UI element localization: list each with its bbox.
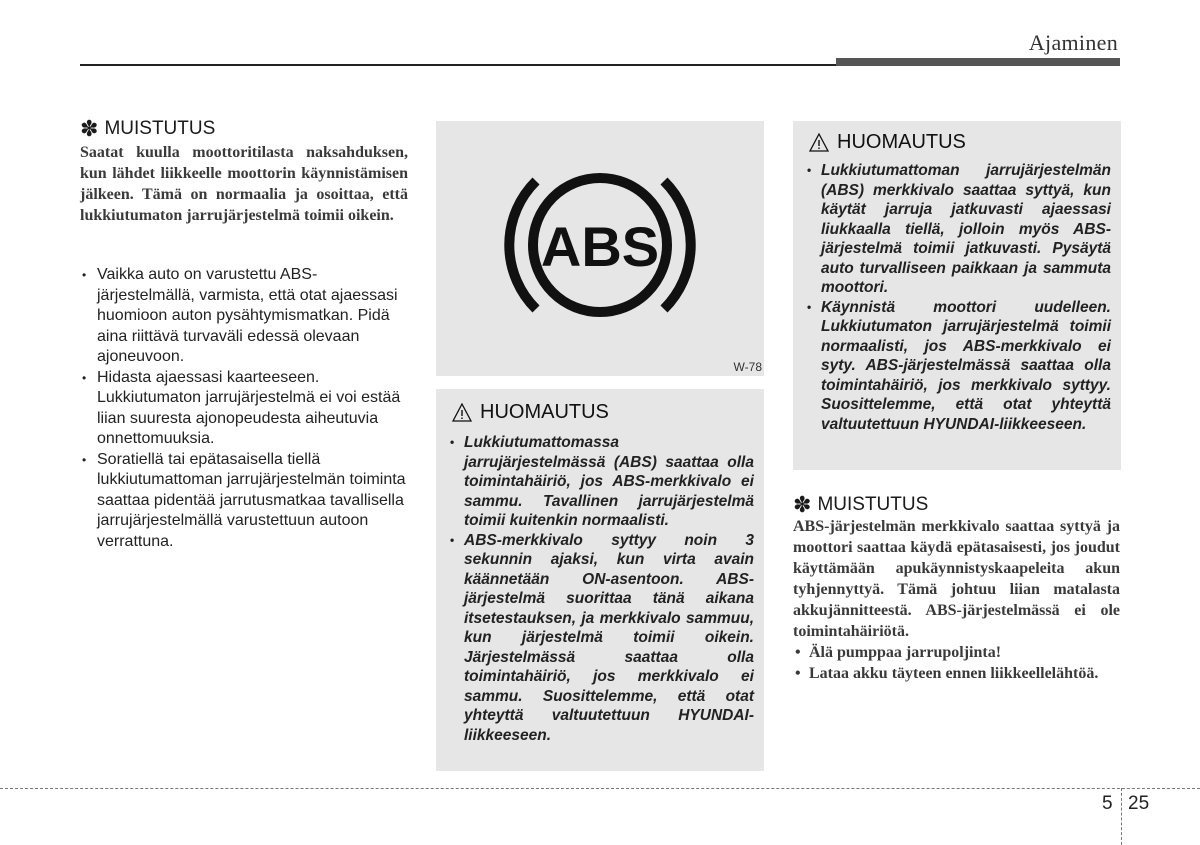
note-heading (80, 118, 408, 140)
warning-heading-text: HUOMAUTUS (480, 401, 609, 423)
footer-rule (0, 788, 1200, 789)
warning-item: • Käynnistä moottori uudelleen. Lukkiutumaton jarrujärjestelmä toimii normaalisti, jos ABS-merkkivalo ei syty. ABS-järjestelmässä saattaa olla toimintahäiriö, jos merkkivalo syttyy. Suosittelemme, että otat yhteyttä valtuutettuun HYUNDAI-liikkeeseen. (805, 298, 1111, 435)
warning-list (448, 433, 754, 745)
abs-warning-lamp-icon (436, 121, 764, 376)
abs-figure (436, 121, 764, 376)
header-rule (80, 64, 836, 66)
header-bar (836, 58, 1120, 66)
warning-heading (452, 401, 609, 424)
abs-icon-text: ABS (540, 215, 660, 278)
note-block-right (793, 494, 1120, 684)
bullet-list-left (80, 265, 410, 552)
warning-item: • ABS-merkkivalo syttyy noin 3 sekunnin ajaksi, kun virta avain käännetään ON-asentoon. ABS-järjestelmä suorittaa tänä aikana itsetestauksen, ja merkkivalo sammuu, kun järjestelmä toimii oikein. Järjestelmässä saattaa olla toimintahäiriö, jos merkkivalo ei sammu. Suosittelemme, että otat yhteyttä valtuutettuun HYUNDAI-liikkeeseen. (448, 531, 754, 746)
warning-item: • Lukkiutumattoman jarrujärjestelmän (ABS) merkkivalo saattaa syttyä, kun käytät jarruja jatkuvasti ajaessasi liukkaalla tiellä, jolloin myös ABS-järjestelmä toimii jatkuvasti. Pysäytä auto turvalliseen paikkaan ja sammuta moottori. (805, 161, 1111, 298)
note-text: ABS-järjestelmän merkkivalo saattaa syttyä ja moottori saattaa käydä epätasaisesti, jos joudut käyttämään apukäynnistyskaapeleita akun tyhjennyttyä. Tämä johtuu liian matalasta akkujännitteestä. ABS-järjestelmässä ei ole toimintahäiriötä. (793, 518, 1120, 640)
note-heading-text: MUISTUTUS (817, 494, 929, 515)
warning-box-right (793, 121, 1121, 470)
warning-list (805, 161, 1111, 434)
footer-divider (1121, 788, 1122, 845)
warning-box-mid (436, 389, 764, 771)
note-heading (793, 494, 1120, 516)
warning-heading (809, 131, 966, 154)
warning-triangle-icon (809, 133, 829, 153)
list-item: • Lataa akku täyteen ennen liikkeellelähtöä. (793, 663, 1120, 684)
note-block-left (80, 118, 408, 226)
asterisk-icon: ✽ (793, 492, 812, 517)
page-number: 25 (1128, 793, 1150, 814)
list-item: • Hidasta ajaessasi kaarteeseen. Lukkiutumaton jarrujärjestelmä ei voi estää liian suuresta ajonopeudesta aiheutuvia onnettomuuksia. (80, 368, 410, 450)
list-item: • Älä pumppaa jarrupoljinta! (793, 642, 1120, 663)
warning-triangle-icon (452, 403, 472, 423)
section-title: Ajaminen (1028, 30, 1118, 55)
asterisk-icon: ✽ (80, 116, 99, 141)
note-list (793, 642, 1120, 684)
figure-code: W-78 (733, 360, 762, 374)
note-heading-text: MUISTUTUS (104, 118, 216, 139)
list-item: • Vaikka auto on varustettu ABS-järjestelmällä, varmista, että otat ajaessasi huomioon auton pysähtymismatkan. Pidä aina riittävä turvaväli edessä olevaan ajoneuvoon. (80, 265, 410, 368)
warning-heading-text: HUOMAUTUS (837, 131, 966, 153)
list-item: • Soratiellä tai epätasaisella tiellä lukkiutumattoman jarrujärjestelmän toiminta saattaa pidentää jarrutusmatkaa tavallisella jarrujärjestelmällä varustettuun autoon verrattuna. (80, 450, 410, 553)
chapter-number: 5 (1102, 793, 1113, 814)
note-text: Saatat kuulla moottoritilasta naksahduksen, kun lähdet liikkeelle moottorin käynnistämisen jälkeen. Tämä on normaalia ja osoittaa, että lukkiutumaton jarrujärjestelmä toimii oikein. (80, 144, 408, 224)
warning-item: • Lukkiutumattomassa jarrujärjestelmässä (ABS) saattaa olla toimintahäiriö, jos ABS-merkkivalo ei sammu. Tavallinen jarrujärjestelmä toimii kuitenkin normaalisti. (448, 433, 754, 531)
